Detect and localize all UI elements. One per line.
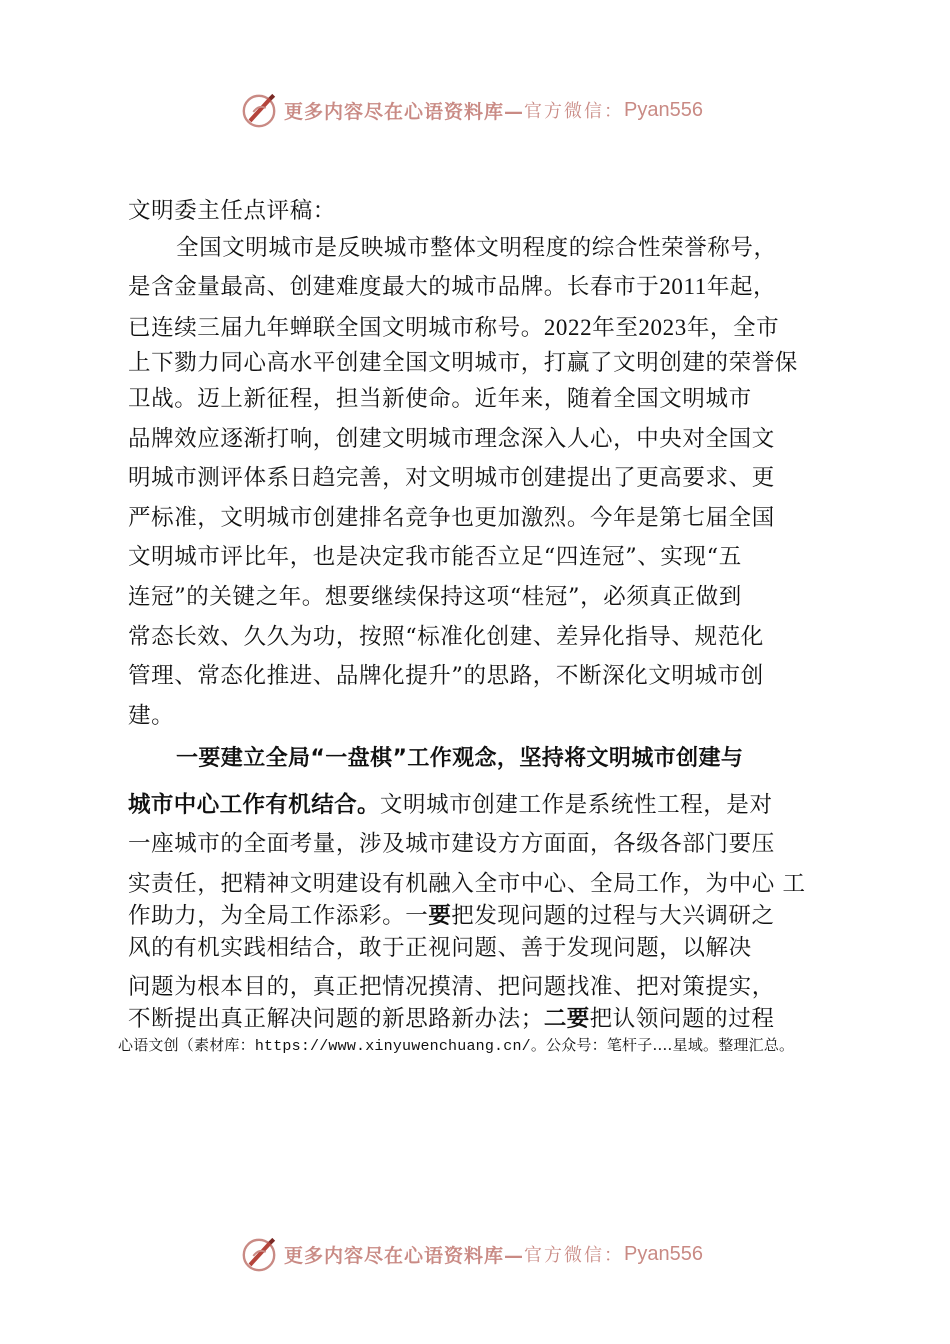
pen-logo-icon xyxy=(240,91,278,129)
p1-line-7: 明城市测评体系日趋完善，对文明城市创建提出了更高要求、更 xyxy=(128,465,775,491)
source-url: https://www.xinyuwenchuang.cn/ xyxy=(254,1038,531,1055)
p1-line-1: 全国文明城市是反映城市整体文明程度的综合性荣誉称号， xyxy=(176,235,777,261)
p2-line-2: 城市中心工作有机结合。文明城市创建工作是系统性工程，是对 xyxy=(128,792,773,818)
p1-line-8: 严标准，文明城市创建排名竞争也更加激烈。今年是第七届全国 xyxy=(128,505,775,531)
p1-line-3: 已连续三届九年蝉联全国文明城市称号。2022年至2023年，全市 xyxy=(128,315,780,341)
p2-line-4: 实责任，把精神文明建设有机融入全市中心、全局工作，为中心 工 xyxy=(128,871,806,897)
p1-line-5: 卫战。迈上新征程，担当新使命。近年来，随着全国文明城市 xyxy=(128,386,752,412)
p1-line-12: 管理、常态化推进、品牌化提升”的思路，不断深化文明城市创 xyxy=(128,663,764,689)
source-footnote: 心语文创（素材库：https://www.xinyuwenchuang.cn/。公众号：笔杆子.…星域。整理汇总。 xyxy=(118,1036,795,1055)
p1-line-11: 常态长效、久久为功，按照“标准化创建、差异化指导、规范化 xyxy=(128,624,764,650)
banner-wechat-label: 官方微信： xyxy=(524,101,625,122)
banner-wechat-id: Pyan556 xyxy=(624,98,703,121)
pen-logo-icon xyxy=(240,1235,278,1273)
banner-text: 更多内容尽在心语资料库— xyxy=(284,100,525,123)
doc-title: 文明委主任点评稿： xyxy=(128,198,336,224)
p2-line-3: 一座城市的全面考量，涉及城市建设方方面面，各级各部门要压 xyxy=(128,831,775,857)
p1-line-4: 上下勠力同心高水平创建全国文明城市，打赢了文明创建的荣誉保 xyxy=(128,350,798,376)
p1-line-2: 是含金量最高、创建难度最大的城市品牌。长春市于2011年起， xyxy=(128,274,777,300)
p2-line-7: 问题为根本目的，真正把情况摸清、把问题找准、把对策提实， xyxy=(128,974,775,1000)
p2-line-8: 不断提出真正解决问题的新思路新办法；二要把认领问题的过程 xyxy=(128,1006,775,1032)
footer-wechat-label: 官方微信： xyxy=(524,1245,625,1266)
p1-line-13: 建。 xyxy=(128,703,175,729)
header-banner xyxy=(240,88,703,132)
p2-heading: 一要建立全局“一盘棋”工作观念，坚持将文明城市创建与 xyxy=(176,746,744,771)
p1-line-10: 连冠”的关键之年。想要继续保持这项“桂冠”，必须真正做到 xyxy=(128,584,742,610)
p2-line-6: 风的有机实践相结合，敢于正视问题、善于发现问题，以解决 xyxy=(128,935,752,961)
footer-banner-text: 更多内容尽在心语资料库— xyxy=(284,1244,525,1267)
footer-wechat-id: Pyan556 xyxy=(624,1242,703,1265)
p2-line-5: 作助力，为全局工作添彩。一要把发现问题的过程与大兴调研之 xyxy=(128,903,775,929)
p1-line-9: 文明城市评比年，也是决定我市能否立足“四连冠”、实现“五 xyxy=(128,544,742,570)
footer-banner xyxy=(240,1232,703,1276)
p1-line-6: 品牌效应逐渐打响，创建文明城市理念深入人心，中央对全国文 xyxy=(128,426,775,452)
